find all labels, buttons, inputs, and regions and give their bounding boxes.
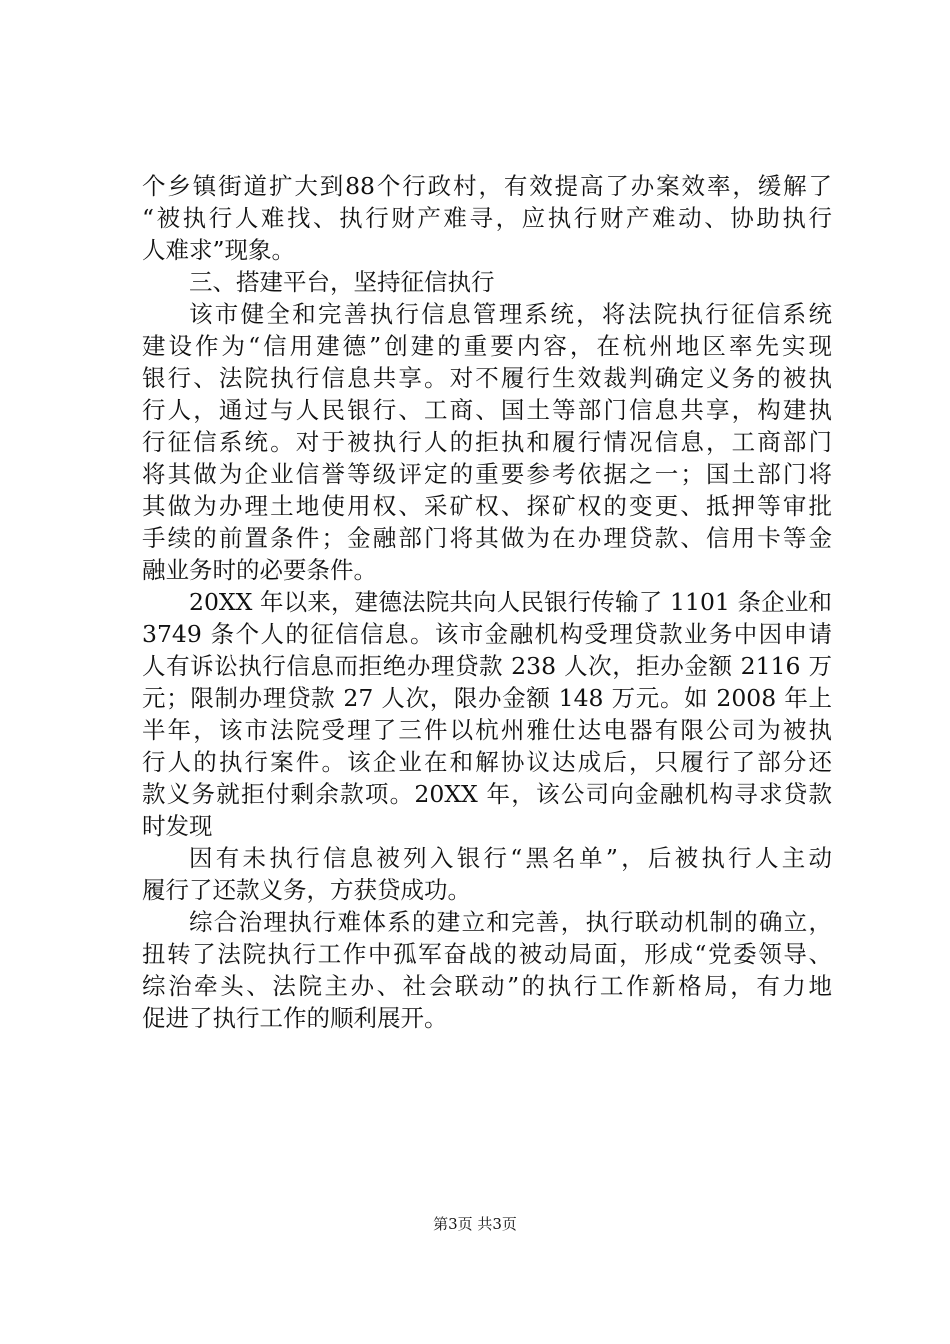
text-line: “被执行人难找、执行财产难寻，应执行财产难动、协助执行: [142, 204, 832, 232]
text-line: 促进了执行工作的顺利展开。: [142, 1004, 448, 1032]
text-line: 半年，该市法院受理了三件以杭州雅仕达电器有限公司为被执: [142, 716, 832, 744]
text-line: 综治牵头、法院主办、社会联动”的执行工作新格局，有力地: [142, 972, 832, 1000]
text-line: 行人，通过与人民银行、工商、国土等部门信息共享，构建执: [142, 396, 832, 424]
text-line: 行征信系统。对于被执行人的拒执和履行情况信息，工商部门: [142, 428, 832, 456]
text-line: 银行、法院执行信息共享。对不履行生效裁判确定义务的被执: [142, 364, 832, 392]
text-line: 三、搭建平台，坚持征信执行: [189, 268, 495, 296]
text-line: 因有未执行信息被列入银行“黑名单”，后被执行人主动: [189, 844, 832, 872]
text-line: 其做为办理土地使用权、采矿权、探矿权的变更、抵押等审批: [142, 492, 832, 520]
text-line: 元；限制办理贷款 27 人次，限办金额 148 万元。如 2008 年上: [142, 684, 832, 712]
text-line: 3749 条个人的征信信息。该市金融机构受理贷款业务中因申请: [142, 620, 832, 648]
text-line: 20XX 年以来，建德法院共向人民银行传输了 1101 条企业和: [189, 588, 832, 616]
text-line: 时发现: [142, 812, 213, 840]
text-line: 扭转了法院执行工作中孤军奋战的被动局面，形成“党委领导、: [142, 940, 832, 968]
text-line: 综合治理执行难体系的建立和完善，执行联动机制的确立，: [189, 908, 832, 936]
text-line: 该市健全和完善执行信息管理系统，将法院执行征信系统: [189, 300, 832, 328]
text-line: 人难求”现象。: [142, 236, 296, 264]
text-line: 手续的前置条件；金融部门将其做为在办理贷款、信用卡等金: [142, 524, 832, 552]
text-line: 个乡镇街道扩大到88个行政村，有效提高了办案效率，缓解了: [142, 172, 832, 200]
text-line: 融业务时的必要条件。: [142, 556, 377, 584]
text-line: 人有诉讼执行信息而拒绝办理贷款 238 人次，拒办金额 2116 万: [142, 652, 832, 680]
text-line: 建设作为“信用建德”创建的重要内容，在杭州地区率先实现: [142, 332, 832, 360]
document-body: [142, 170, 832, 1034]
text-line: 行人的执行案件。该企业在和解协议达成后，只履行了部分还: [142, 748, 832, 776]
text-line: 将其做为企业信誉等级评定的重要参考依据之一；国土部门将: [142, 460, 832, 488]
text-line: 履行了还款义务，方获贷成功。: [142, 876, 471, 904]
text-line: 款义务就拒付剩余款项。20XX 年，该公司向金融机构寻求贷款: [142, 780, 832, 808]
page-footer: 第3页 共3页: [433, 1215, 517, 1233]
